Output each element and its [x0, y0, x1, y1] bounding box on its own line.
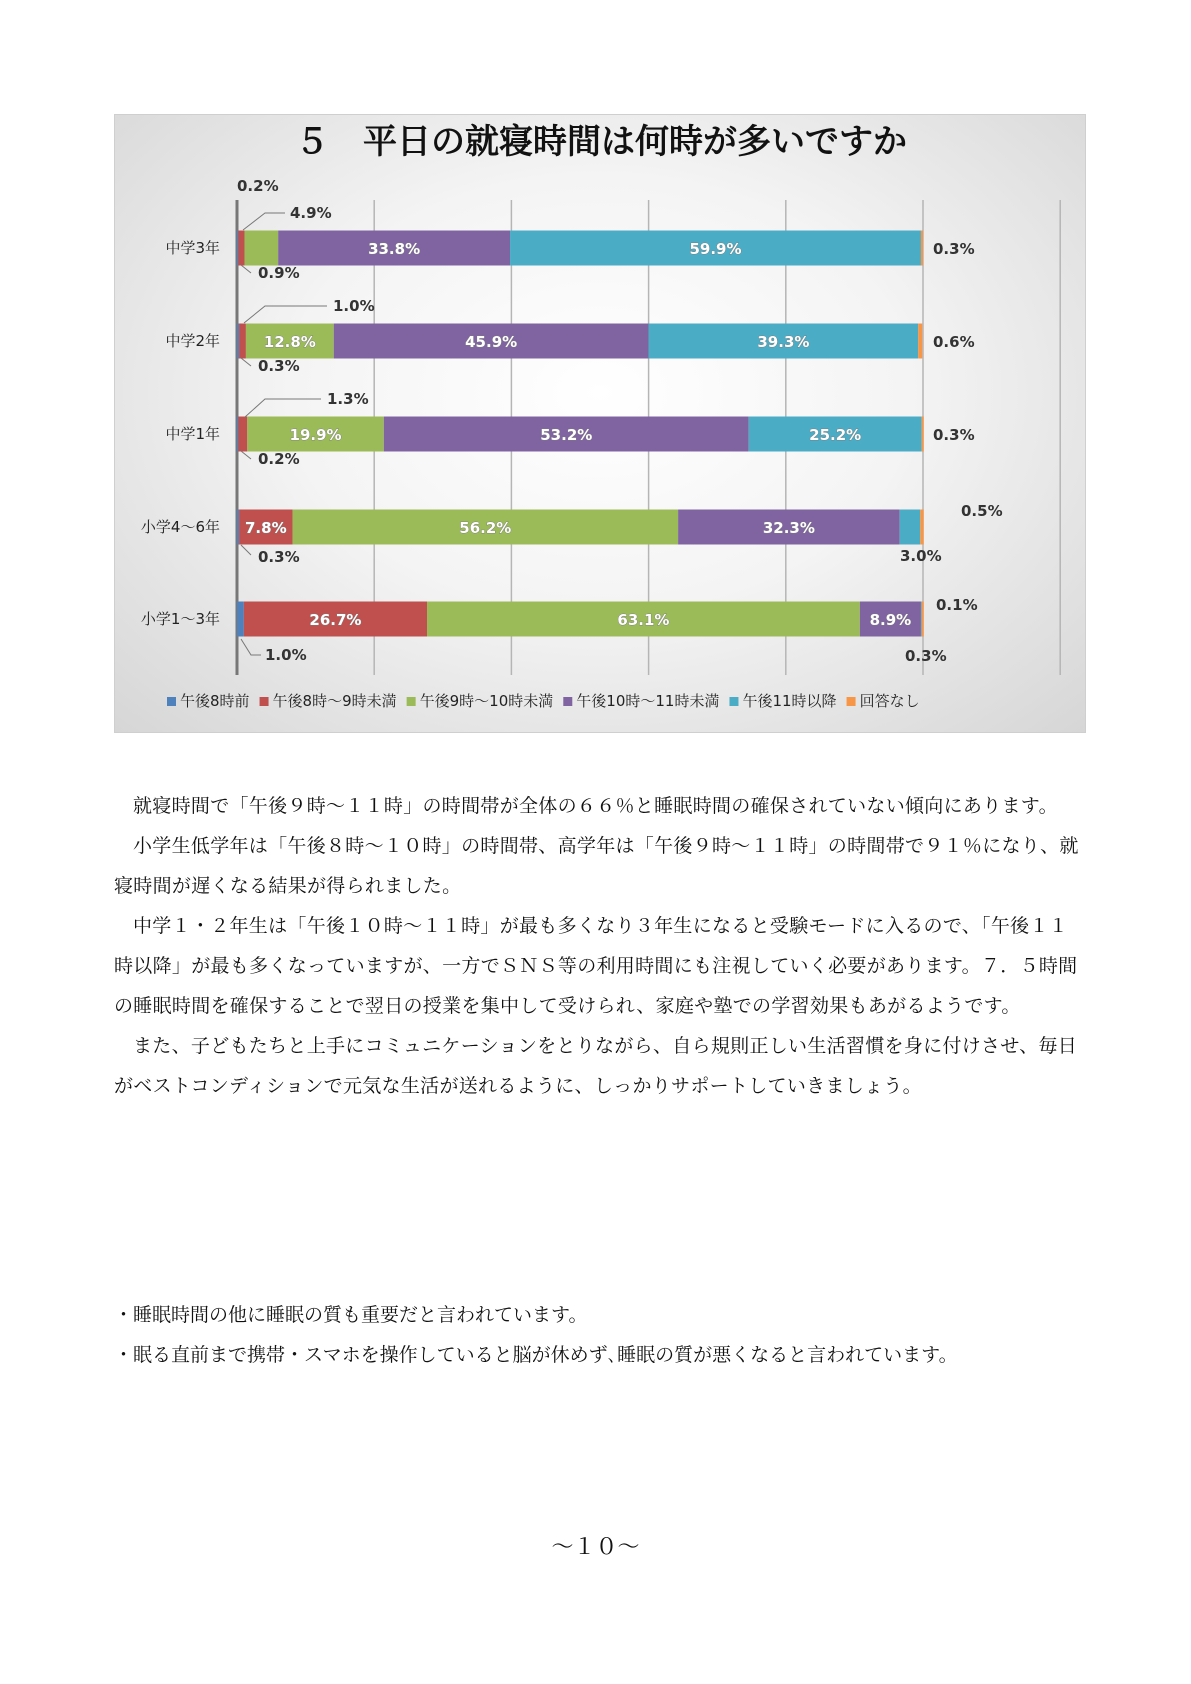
bar-5-1 [237, 602, 244, 637]
bar-1-6 [921, 231, 923, 266]
paragraph-3: 中学１・２年生は「午後１０時～１１時」が最も多くなり３年生になると受験モードに入るので、「午後１１時以降」が最も多くなっていますが、一方でＳＮＳ等の利用時間にも注視していく必要があります。７．５時間の睡眠時間を確保することで翌日の授業を集中して受けられ、家庭や塾での学習効果もあがるようです。 [114, 915, 1078, 1017]
legend [167, 692, 920, 710]
leader-line-1-2 [241, 265, 251, 273]
bar-1-3 [245, 231, 279, 266]
data-label-3-4: 53.2% [540, 426, 593, 444]
page-number: ～１０～ [551, 1535, 640, 1560]
data-label-3-1: 0.2% [258, 450, 300, 468]
data-label-2-6: 0.6% [933, 333, 975, 351]
note-2: ・眠る直前まで携帯・スマホを操作していると脳が休めず､睡眠の質が悪くなると言われています。 [114, 1344, 958, 1366]
bar-5-6 [922, 602, 924, 637]
paragraph-2: 小学生低学年は「午後８時～１０時」の時間帯、高学年は「午後９時～１１時」の時間帯で９１％になり、就寝時間が遅くなる結果が得られました。 [114, 835, 1079, 897]
category-label-3: 中学1年 [165, 425, 220, 443]
data-label-4-2: 7.8% [245, 519, 287, 537]
data-label-1-4: 33.8% [368, 240, 421, 258]
bar-2-1 [237, 324, 239, 359]
data-label-3-5: 25.2% [809, 426, 862, 444]
note-1: ・睡眠時間の他に睡眠の質も重要だと言われています。 [114, 1304, 588, 1326]
chart-title: ５ 平日の就寝時間は何時が多いですか [295, 122, 907, 162]
legend-swatch-6 [847, 697, 856, 706]
bar-3-2 [238, 417, 247, 452]
leader-line-3-2 [245, 399, 321, 417]
data-label-4-3: 56.2% [459, 519, 512, 537]
bar-5-5 [921, 602, 922, 637]
legend-label-1: 午後8時前 [180, 692, 250, 710]
legend-swatch-3 [407, 697, 416, 706]
leader-line-3-1 [241, 451, 251, 459]
data-label-1-3: 4.9% [290, 204, 332, 222]
leader-line-2-2 [244, 306, 327, 323]
bar-2-6 [918, 324, 922, 359]
data-label-4-5: 3.0% [900, 547, 942, 565]
data-label-2-5: 39.3% [757, 333, 810, 351]
bar-4-6 [920, 510, 923, 545]
chart-container [114, 114, 1086, 733]
data-label-5-5: 0.1% [936, 596, 978, 614]
bar-3-1 [237, 417, 238, 452]
data-label-1-6: 0.3% [933, 240, 975, 258]
data-label-4-6: 0.5% [961, 502, 1003, 520]
bar-1-2 [238, 231, 244, 266]
data-label-2-1: 0.3% [258, 357, 300, 375]
leader-line-1-3 [243, 213, 285, 230]
category-labels [141, 239, 220, 628]
data-label-5-6: 0.3% [905, 647, 947, 665]
category-label-2: 中学2年 [165, 332, 220, 350]
data-label-2-2: 1.0% [333, 297, 375, 315]
leader-line-2-1 [241, 358, 251, 366]
data-label-4-1: 0.3% [258, 548, 300, 566]
leader-line-4-1 [241, 545, 251, 555]
legend-label-6: 回答なし [859, 692, 920, 710]
legend-label-2: 午後8時～9時未満 [272, 692, 397, 710]
data-label-3-6: 0.3% [933, 426, 975, 444]
leader-line-5-1 [241, 639, 261, 655]
data-label-5-4: 8.9% [869, 611, 912, 629]
data-label-3-3: 19.9% [289, 426, 342, 444]
bar-1-1 [237, 231, 238, 266]
paragraph-4: また、子どもたちと上手にコミュニケーションをとりながら、自ら規則正しい生活習慣を身に付けさせ、毎日がベストコンディションで元気な生活が送れるように、しっかりサポートしていきましょう。 [114, 1035, 1077, 1097]
data-label-1-2: 0.9% [258, 264, 300, 282]
data-label-2-3: 12.8% [263, 333, 316, 351]
legend-label-3: 午後9時～10時未満 [419, 692, 554, 710]
legend-label-5: 午後11時以降 [742, 692, 837, 710]
bar-4-5 [900, 510, 921, 545]
paragraph-1: 就寝時間で「午後９時～１１時」の時間帯が全体の６６％と睡眠時間の確保されていない傾向にあります。 [133, 795, 1058, 817]
data-label-1-1: 0.2% [237, 177, 279, 195]
bar-4-1 [237, 510, 239, 545]
data-label-2-4: 45.9% [465, 333, 518, 351]
legend-swatch-5 [729, 697, 738, 706]
data-label-5-3: 63.1% [617, 611, 670, 629]
notes [114, 1295, 1082, 1375]
data-label-3-2: 1.3% [327, 390, 369, 408]
body-text [114, 786, 1082, 1106]
legend-swatch-4 [563, 697, 572, 706]
legend-swatch-1 [167, 697, 176, 706]
legend-swatch-2 [260, 697, 269, 706]
category-label-5: 小学1～3年 [140, 610, 220, 628]
data-label-5-2: 26.7% [309, 611, 362, 629]
bar-2-2 [239, 324, 246, 359]
bar-3-6 [922, 417, 924, 452]
category-label-1: 中学3年 [165, 239, 220, 257]
data-label-5-1: 1.0% [265, 646, 307, 664]
stacked-bar-chart [115, 115, 1087, 734]
data-label-4-4: 32.3% [762, 519, 815, 537]
category-label-4: 小学4～6年 [140, 518, 220, 536]
legend-label-4: 午後10時～11時未満 [576, 692, 720, 710]
data-label-1-5: 59.9% [689, 240, 742, 258]
